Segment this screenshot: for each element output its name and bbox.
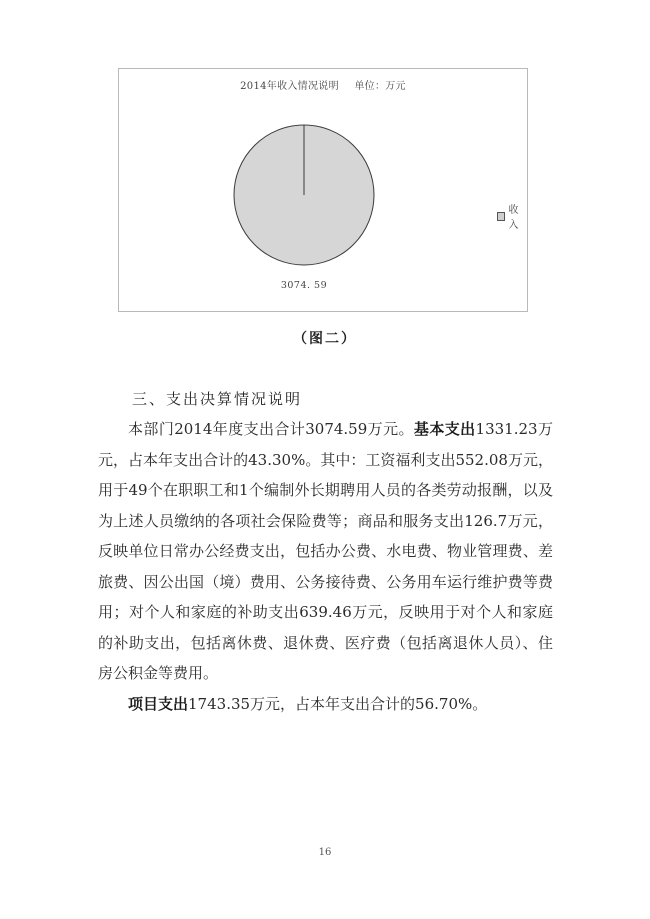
legend-swatch: [497, 212, 505, 221]
chart-unit-text: 单位：万元: [354, 81, 406, 92]
paragraph-expenditure-project: [98, 689, 553, 720]
paragraph1-text-b: 1331.23万元，占本年支出合计的43.30%。其中：工资福利支出552.08万元，用于49个在职职工和1个编制外长期聘用人员的各类劳动报酬，以及为上述人员缴纳的各项社会保险费等；商品和服务支出126.7万元，反映单位日常办公经费支出，包括办公费、水电费、物业管理费、差旅费、因公出国（境）费用、公务接待费、公务用车运行维护费等费用；对个人和家庭的补助支出639.46万元，反映用于对个人和家庭的补助支出，包括离休费、退休费、医疗费（包括离退休人员）、住房公积金等费用。: [98, 420, 553, 682]
legend-label: 收入: [508, 205, 519, 231]
paragraph2-text-a: 1743.35万元，占本年支出合计的56.70%。: [188, 694, 488, 713]
figure-caption: （图二）: [293, 331, 357, 347]
project-expenditure-label: 项目支出: [128, 694, 189, 713]
paragraph-expenditure-basic: [98, 414, 553, 689]
pie-chart: [118, 68, 528, 312]
pie-plot-area: [119, 69, 527, 311]
chart-legend: [497, 201, 527, 231]
body-text: [98, 414, 553, 719]
chart-title-text: 2014年收入情况说明: [240, 81, 339, 92]
section-heading: 三、支出决算情况说明: [132, 390, 303, 408]
pie-data-label: 3074. 59: [280, 280, 328, 291]
page-number: 16: [318, 847, 332, 858]
paragraph1-text-a: 本部门2014年度支出合计3074.59万元。: [128, 420, 414, 438]
basic-expenditure-label: 基本支出: [413, 420, 476, 438]
